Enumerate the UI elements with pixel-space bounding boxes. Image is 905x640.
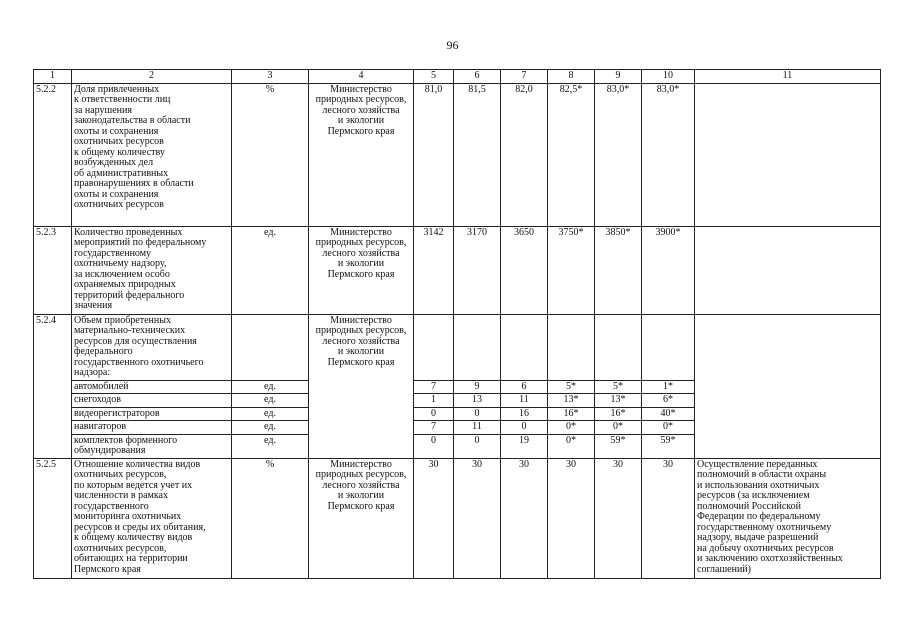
value-cell [414, 314, 454, 380]
value-cell: 6 [501, 380, 548, 394]
value-cell: 30 [454, 458, 501, 578]
value-cell [501, 314, 548, 380]
header-cell: 9 [595, 70, 642, 84]
unit-cell [232, 314, 309, 380]
value-cell: 0 [454, 434, 501, 458]
value-cell: 5* [548, 380, 595, 394]
value-cell: 3170 [454, 226, 501, 314]
value-cell: 0* [595, 421, 642, 435]
value-cell: 30 [414, 458, 454, 578]
note-cell: Осуществление переданных полномочий в области охраны и использования охотничьих ресурсов (за исключением полномочий Российской Федерации по федеральному государственному охотничьему надзору, выдаче разрешений на добычу охотничьих ресурсов и заключению охотхозяйственных соглашений) [695, 458, 881, 578]
value-cell: 6* [642, 394, 695, 408]
value-cell: 11 [454, 421, 501, 435]
value-cell: 0* [642, 421, 695, 435]
value-cell: 13* [548, 394, 595, 408]
value-cell: 83,0* [642, 83, 695, 226]
value-cell: 3142 [414, 226, 454, 314]
value-cell: 7 [414, 380, 454, 394]
value-cell: 5* [595, 380, 642, 394]
value-cell: 16* [548, 407, 595, 421]
value-cell [454, 314, 501, 380]
value-cell: 0 [501, 421, 548, 435]
note-cell [695, 226, 881, 314]
value-cell: 81,5 [454, 83, 501, 226]
value-cell: 30 [501, 458, 548, 578]
value-cell: 0* [548, 421, 595, 435]
value-cell: 11 [501, 394, 548, 408]
unit-cell: ед. [232, 434, 309, 458]
value-cell: 7 [414, 421, 454, 435]
value-cell [595, 314, 642, 380]
row-code: 5.2.3 [34, 226, 72, 314]
indicators-table [33, 69, 881, 579]
page-number: 96 [446, 38, 459, 52]
value-cell: 0 [414, 407, 454, 421]
value-cell: 3650 [501, 226, 548, 314]
unit-cell: % [232, 83, 309, 226]
value-cell: 83,0* [595, 83, 642, 226]
value-cell: 16 [501, 407, 548, 421]
value-cell: 40* [642, 407, 695, 421]
value-cell: 30 [595, 458, 642, 578]
value-cell: 30 [548, 458, 595, 578]
table-row [34, 83, 881, 226]
ministry-cell: Министерство природных ресурсов, лесного хозяйства и экологии Пермского края [309, 83, 414, 226]
sub-item-name: навигаторов [72, 421, 232, 435]
unit-cell: ед. [232, 394, 309, 408]
value-cell: 3900* [642, 226, 695, 314]
sub-item-name: автомобилей [72, 380, 232, 394]
note-cell [695, 83, 881, 226]
value-cell: 0 [414, 434, 454, 458]
unit-cell: ед. [232, 380, 309, 394]
sub-item-name: комплектов форменного обмундирования [72, 434, 232, 458]
value-cell: 16* [595, 407, 642, 421]
header-cell: 11 [695, 70, 881, 84]
value-cell: 59* [595, 434, 642, 458]
value-cell [642, 314, 695, 380]
value-cell: 13* [595, 394, 642, 408]
indicator-text: Отношение количества видов охотничьих ресурсов, по которым ведется учет их численности в рамках государственного мониторинга охотничьих ресурсов и среды их обитания, к общему количеству видов охотничьих ресурсов, обитающих на территории Пермского края [72, 458, 232, 578]
header-cell: 1 [34, 70, 72, 84]
value-cell: 59* [642, 434, 695, 458]
indicator-text: Объем приобретенных материально-технических ресурсов для осуществления федерального государственного охотничьего надзора: [72, 314, 232, 380]
header-cell: 3 [232, 70, 309, 84]
value-cell: 3750* [548, 226, 595, 314]
value-cell: 13 [454, 394, 501, 408]
unit-cell: % [232, 458, 309, 578]
value-cell: 82,0 [501, 83, 548, 226]
value-cell: 82,5* [548, 83, 595, 226]
value-cell: 19 [501, 434, 548, 458]
unit-cell: ед. [232, 226, 309, 314]
header-cell: 2 [72, 70, 232, 84]
header-cell: 10 [642, 70, 695, 84]
value-cell: 0* [548, 434, 595, 458]
value-cell: 1 [414, 394, 454, 408]
value-cell [548, 314, 595, 380]
value-cell: 81,0 [414, 83, 454, 226]
row-code: 5.2.5 [34, 458, 72, 578]
unit-cell: ед. [232, 421, 309, 435]
value-cell: 30 [642, 458, 695, 578]
header-cell: 8 [548, 70, 595, 84]
ministry-cell: Министерство природных ресурсов, лесного хозяйства и экологии Пермского края [309, 458, 414, 578]
ministry-cell: Министерство природных ресурсов, лесного хозяйства и экологии Пермского края [309, 314, 414, 458]
indicator-text: Количество проведенных мероприятий по федеральному государственному охотничьему надзору, за исключением особо охраняемых природных территорий федерального значения [72, 226, 232, 314]
ministry-cell: Министерство природных ресурсов, лесного хозяйства и экологии Пермского края [309, 226, 414, 314]
row-code: 5.2.2 [34, 83, 72, 226]
header-row [34, 70, 881, 84]
value-cell: 1* [642, 380, 695, 394]
header-cell: 6 [454, 70, 501, 84]
indicator-text: Доля привлеченных к ответственности лиц за нарушения законодательства в области охоты и сохранения охотничьих ресурсов к общему количеству возбужденных дел об административных правонарушениях в области охоты и сохранения охотничьих ресурсов [72, 83, 232, 226]
header-cell: 7 [501, 70, 548, 84]
header-cell: 4 [309, 70, 414, 84]
header-cell: 5 [414, 70, 454, 84]
row-code: 5.2.4 [34, 314, 72, 458]
table-row [34, 226, 881, 314]
table-row [34, 314, 881, 380]
value-cell: 0 [454, 407, 501, 421]
table-row [34, 458, 881, 578]
value-cell: 9 [454, 380, 501, 394]
unit-cell: ед. [232, 407, 309, 421]
value-cell: 3850* [595, 226, 642, 314]
sub-item-name: видеорегистраторов [72, 407, 232, 421]
sub-item-name: снегоходов [72, 394, 232, 408]
note-cell [695, 314, 881, 458]
